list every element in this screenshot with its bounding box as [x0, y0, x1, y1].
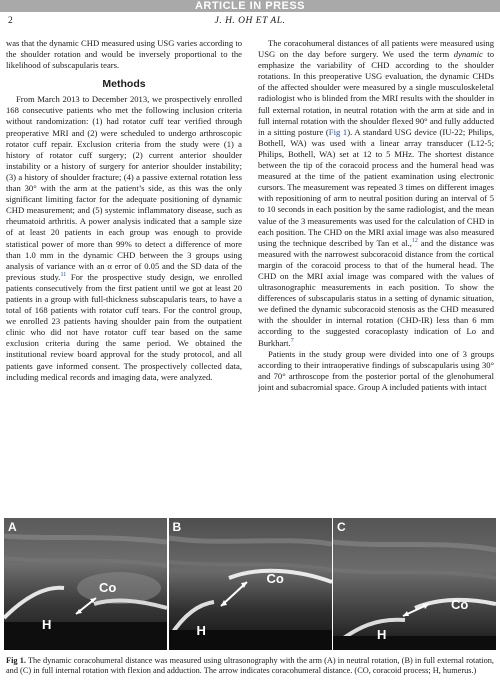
humerus-label: H [42, 617, 52, 632]
ultrasound-panel-a [4, 518, 167, 650]
methods-text-part-1: From March 2013 to December 2013, we prospectively enrolled 168 consecutive patients who met the following inclusion criteria without randomization: (1) had rotator cuff tear verified through preoperative MRI and (2) were scheduled to undergo arthroscopic rotator cuff repair. Exclusion criteria from the study were (1) a history of rotator cuff surgery; (2) current anterior shoulder instability or a history of surgery for anterior shoulder instability; (3) a history of shoulder fracture; (4) a passive external rotation less than 30° with the arm at the patient’s side, as this was the only significant limiting factor for the adequate positioning of dynamic CHD measurement; and (5) systemic inflammatory disease, such as rheumatoid arthritis. A power analysis indicated that a sample size of at least 20 patients in each group was enough to provide statistical power of more than 99% to detect a difference of more than 1.0 mm in the dynamic CHD between the 3 groups using analysis of variance with an α error of 0.05 and the SD data of the previous study. [6, 94, 242, 282]
caption-label: Fig 1. [6, 656, 26, 665]
panel-letter: C [337, 520, 346, 534]
figure-1-link[interactable]: Fig 1 [328, 126, 348, 137]
figure-1-caption [6, 656, 494, 677]
methods-heading: Methods [102, 78, 146, 91]
dynamic-term: dynamic [453, 49, 483, 60]
ultrasound-image-c [333, 518, 496, 650]
running-head [8, 14, 492, 28]
running-head-authors: J. H. OH ET AL. [214, 16, 286, 26]
left-column [6, 38, 242, 448]
methods-text-part-2: For the prospective study design, we enrolled patients consecutively from the first patient until we got at least 20 patients in a group with full-thickness subscapularis tears, to have a total of 168 patients with rotator cuff tears. For the control group, we enrolled 23 patients having shoulder pain from the outpatient clinic who did not have rotator cuff tear based on the same exclusion criteria during the same period. We obtained the institutional review board approval for the study protocol, and all patients gave informed consent. The prospectively collected data, including medical records and imaging data, were analyzed. [6, 271, 242, 382]
figure-1 [4, 518, 496, 650]
measurement-text-part-4: and the distance was measured with the narrowest subcoracoid distance from the cortical margin of the coracoid process to that of the humeral head. The CHD on the MRI axial image was compared with the values of ultrasonographic measurements in each position. To show the differences of subscapularis status in a setting of dynamic situation, we defined the dynamic subcoracoid stenosis as the CHD measured with the shoulder in internal rotation (CHD-IR) less than 6 mm according to the suggested coracoplasty indication of Lo and Burkhart. [258, 237, 494, 348]
reference-11[interactable]: 11 [60, 271, 67, 278]
humerus-label: H [196, 623, 206, 638]
coracoid-label: Co [266, 571, 284, 586]
measurement-paragraph [258, 38, 494, 349]
reference-12[interactable]: 12 [411, 237, 418, 244]
panel-letter: B [172, 520, 182, 534]
humerus-label: H [377, 627, 387, 642]
panel-letter: A [8, 520, 17, 534]
methods-paragraph [6, 94, 242, 382]
intro-paragraph: was that the dynamic CHD measured using USG varies according to the shoulder rotation and would be inversely proportional to the likelihood of subscapularis tears. [6, 38, 242, 71]
ultrasound-panel-c [333, 518, 496, 650]
article-in-press-banner: ARTICLE IN PRESS [0, 0, 500, 12]
coracoid-label: Co [99, 580, 117, 595]
right-column [258, 38, 494, 448]
page-number: 2 [8, 16, 13, 26]
ultrasound-panel-b [169, 518, 332, 650]
ultrasound-image-b [169, 518, 332, 650]
measurement-text-part-2: to emphasize the variability of CHD according to the shoulder rotations. In this preoperative USG evaluation, the dynamic CHDs of the affected shoulder were measured by a single musculoskeletal radiologist who is blinded from the MRI results with the shoulder in full external rotation, in neutral rotation with the arm at side and in full internal rotation with the shoulder flexed 90° and fully adducted in a sitting posture ( [258, 49, 494, 137]
reference-7[interactable]: 7 [290, 337, 294, 344]
measurement-text-part-1: The coracohumeral distances of all patients were measured using USG on the day before surgery. We used the term [258, 38, 494, 60]
ultrasound-image-a [4, 518, 167, 650]
groups-paragraph: Patients in the study group were divided into one of 3 groups according to their intraoperative findings of subscapularis using 30° and 70° arthroscope from the posterior portal of the glenohumeral joint and subacromial space. Group A included patients with intact [258, 348, 494, 392]
coracoid-label: Co [451, 597, 469, 612]
measurement-text-part-3: ). A standard USG device (IU-22; Philips, Bothell, WA) was used with a linear array transducer (L12-5; Philips, Bothell, WA) set at 12 to 5 MHz. The shortest distance between the tip of the coracoid process and the humeral head was measured at the time of the patient examination using electronic cursors. The measurement was repeated 3 times on different images with repositioning of arm to neutral position during an interval of 5 to 10 seconds in each position by the same radiologist, and the mean value of the 3 measurements was used for the calculation of CHD in each position. The CHD on the MRI axial image was also measured using the technique described by Tan et al., [258, 126, 494, 248]
caption-text: The dynamic coracohumeral distance was measured using ultrasonography with the arm (A) in neutral rotation, (B) in full external rotation, and (C) in full internal rotation with flexion and adduction. The arrow indicates coracohumeral distance. (CO, coracoid process; H, humerus.) [6, 656, 494, 676]
